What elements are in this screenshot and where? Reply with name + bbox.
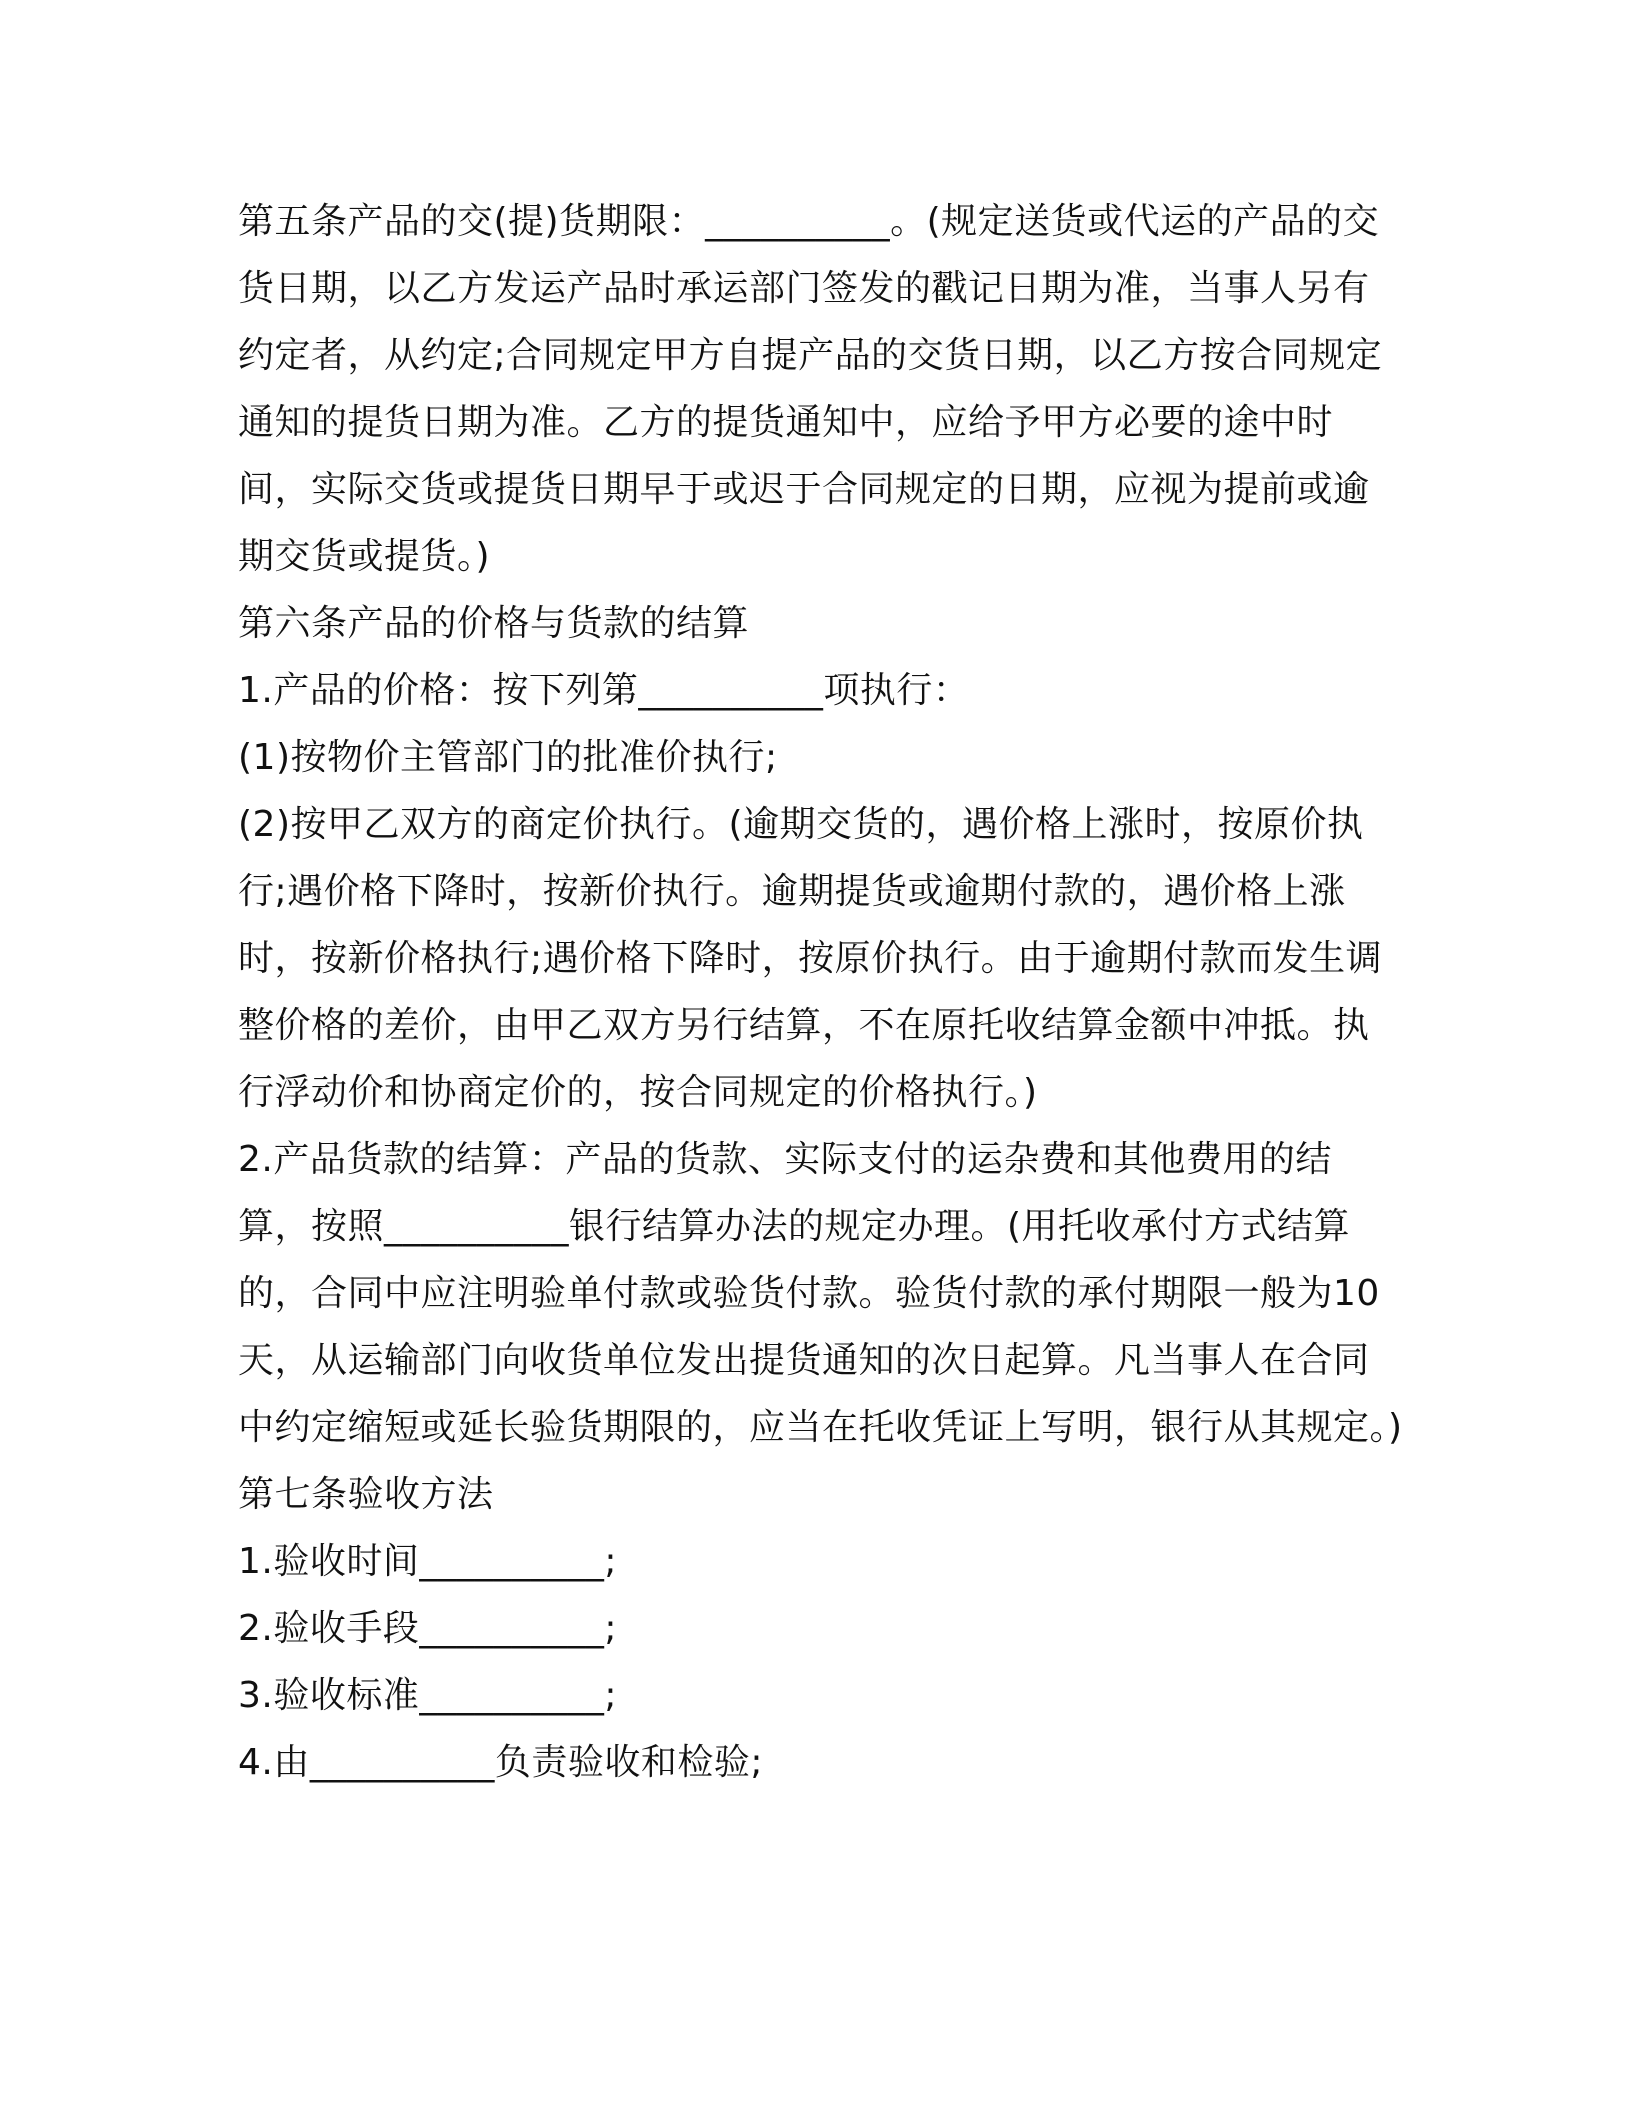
article-6-item-2-settlement: 2.产品货款的结算：产品的货款、实际支付的运杂费和其他费用的结算，按照__________银行结算办法的规定办理。(用托收承付方式结算的，合同中应注明验单付款或验货付款。验货付款的承付期限一般为10 天，从运输部门向收货单位发出提货通知的次日起算。凡当事人在合同中约定缩短或延长验货期限的，应当在托收凭证上写明，银行从其规定。) <box>238 1139 1403 1448</box>
document-body <box>238 188 1403 1796</box>
article-6-item-1-price: 1.产品的价格：按下列第__________项执行： <box>238 670 970 711</box>
article-6-heading: 第六条产品的价格与货款的结算 <box>238 603 750 644</box>
article-7-item-2: 2.验收手段__________; <box>238 1608 617 1649</box>
article-6-option-2: (2)按甲乙双方的商定价执行。(逾期交货的，遇价格上涨时，按原价执行;遇价格下降时，按新价执行。逾期提货或逾期付款的，遇价格上涨时，按新价格执行;遇价格下降时，按原价执行。由于逾期付款而发生调整价格的差价，由甲乙双方另行结算，不在原托收结算金额中冲抵。执行浮动价和协商定价的，按合同规定的价格执行。) <box>238 804 1383 1113</box>
article-7-item-4: 4.由__________负责验收和检验; <box>238 1742 763 1783</box>
article-7-item-3: 3.验收标准__________; <box>238 1675 617 1716</box>
article-6-option-1: (1)按物价主管部门的批准价执行; <box>238 737 778 778</box>
article-7-heading: 第七条验收方法 <box>238 1474 494 1515</box>
article-5-delivery-period: 第五条产品的交(提)货期限：__________。(规定送货或代运的产品的交货日期，以乙方发运产品时承运部门签发的戳记日期为准，当事人另有约定者，从约定;合同规定甲方自提产品的交货日期，以乙方按合同规定通知的提货日期为准。乙方的提货通知中，应给予甲方必要的途中时间，实际交货或提货日期早于或迟于合同规定的日期，应视为提前或逾期交货或提货。) <box>238 201 1383 577</box>
article-7-item-1: 1.验收时间__________; <box>238 1541 617 1582</box>
